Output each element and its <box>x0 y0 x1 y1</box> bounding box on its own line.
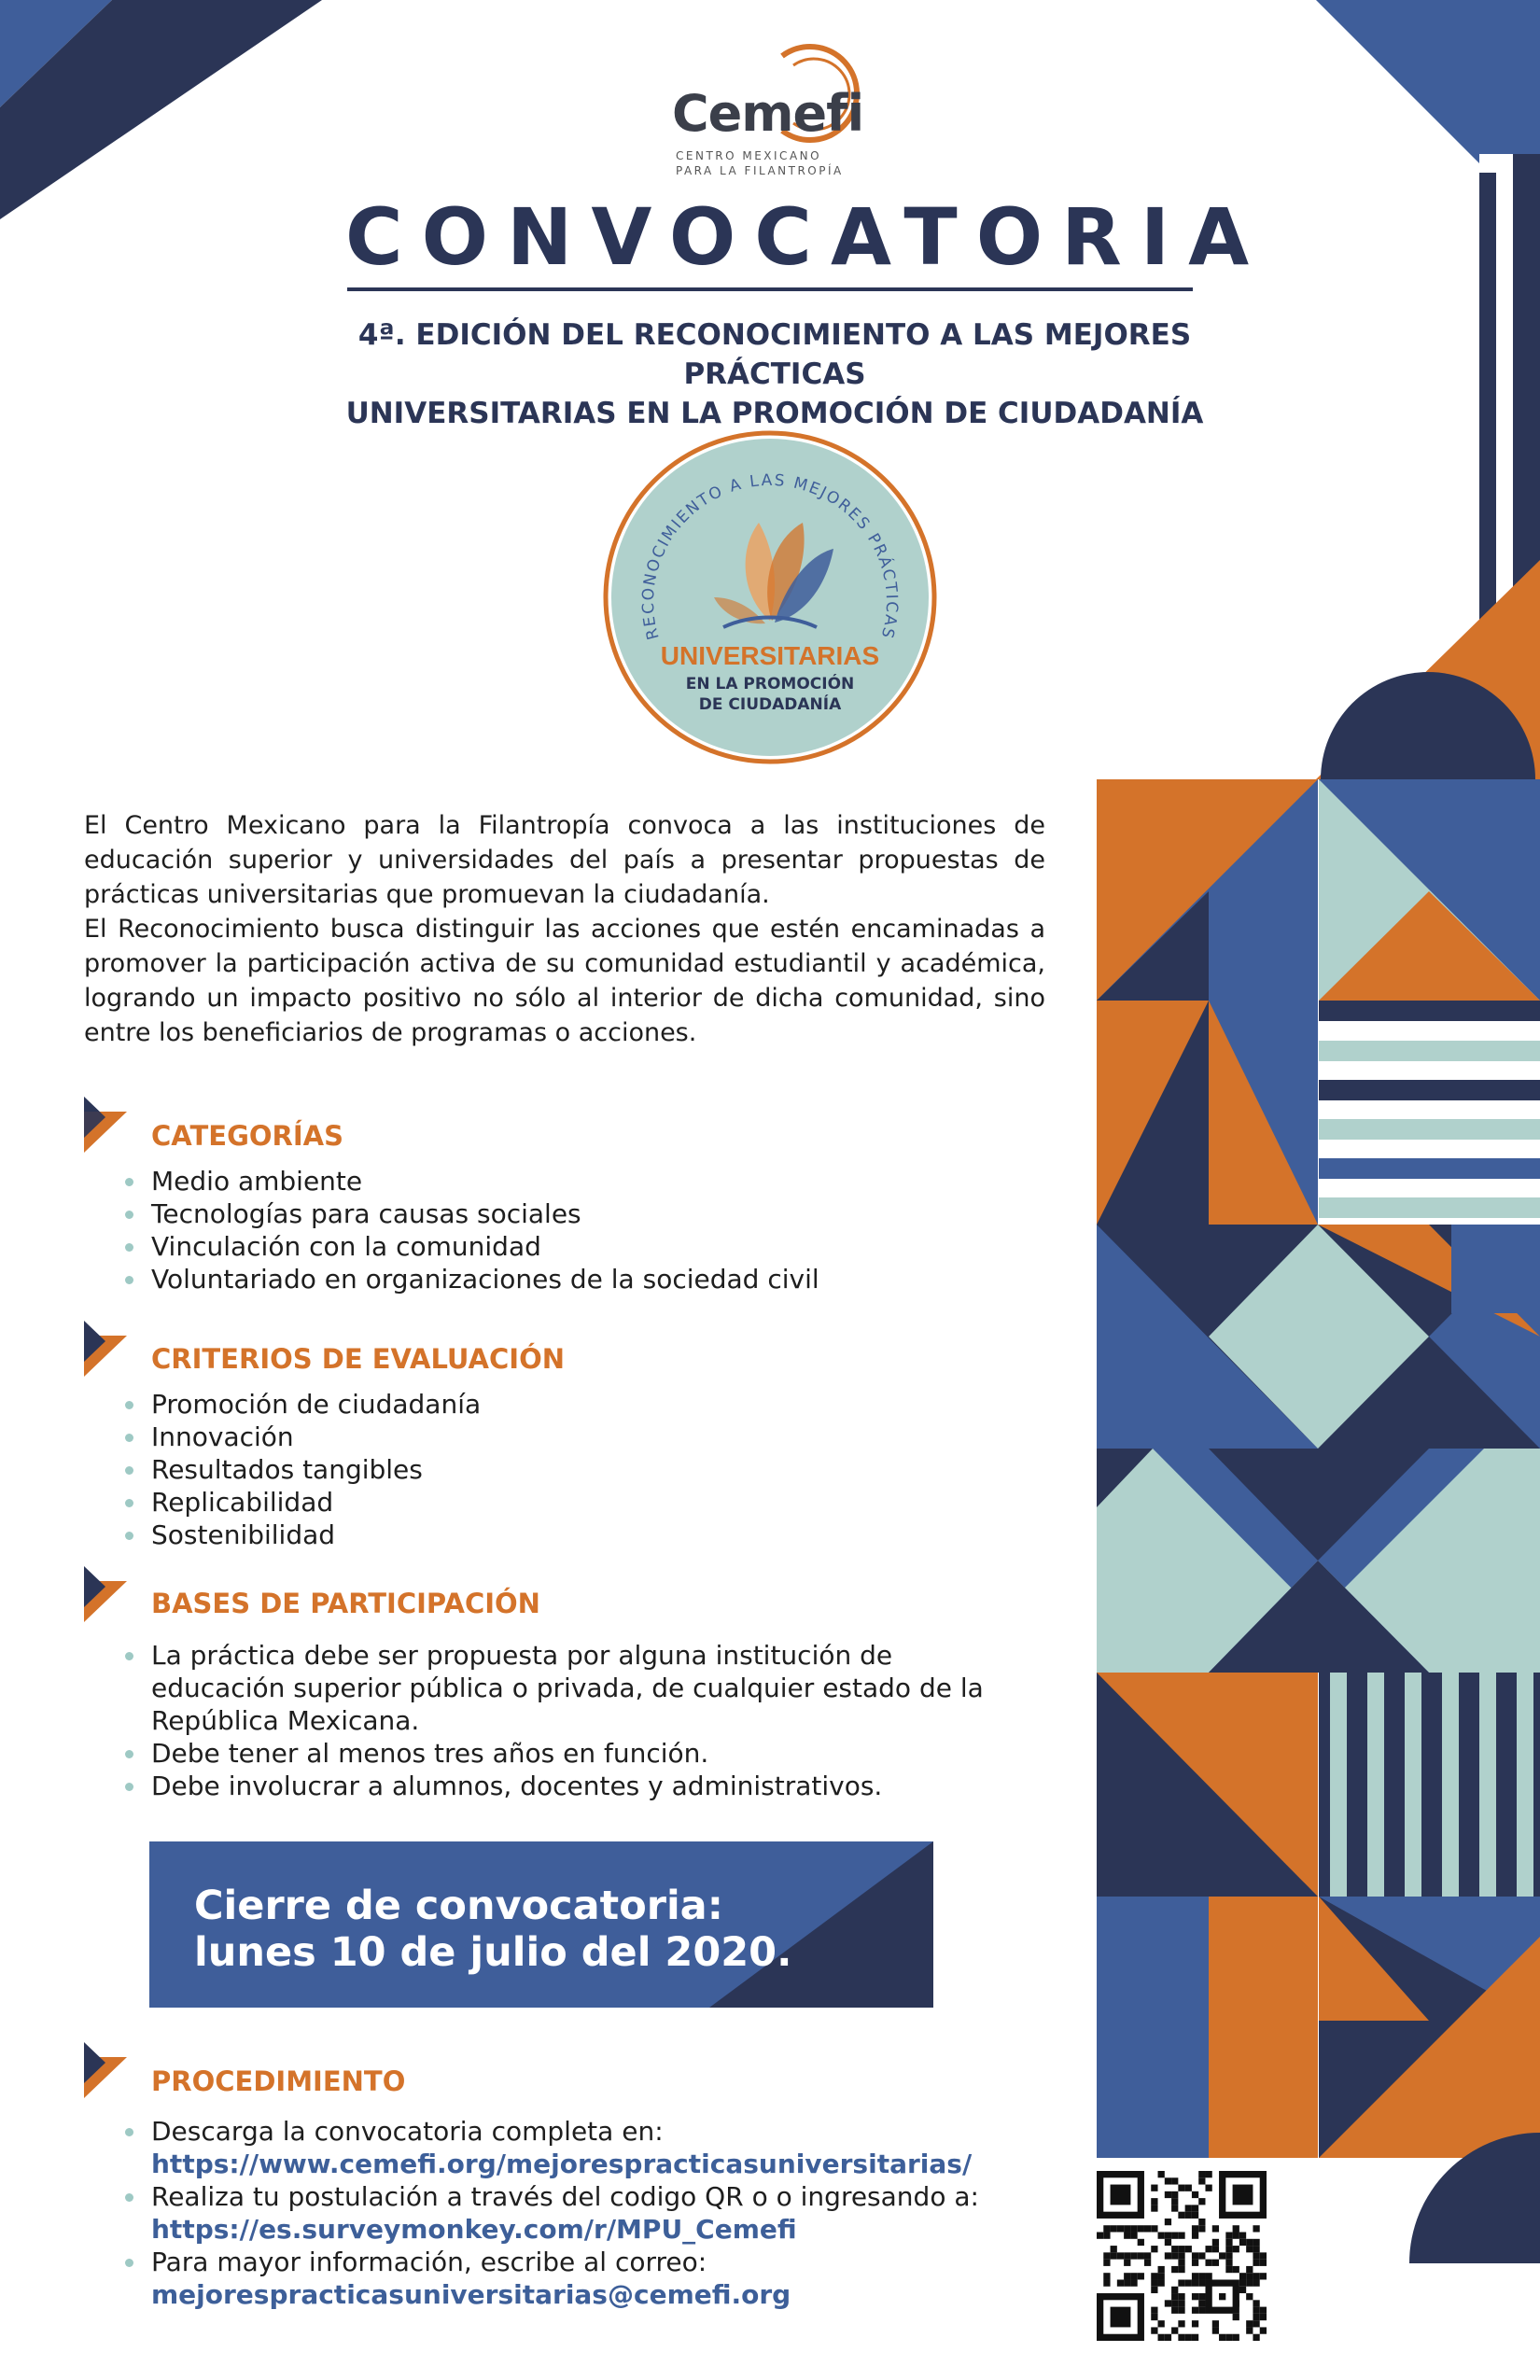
deadline-banner <box>149 1841 933 2008</box>
list-item: La práctica debe ser propuesta por alguna institución de educación superior pública o privada, de cualquier estado de la República Mexicana. <box>151 1639 1010 1737</box>
section-marker-icon <box>84 1321 127 1377</box>
list-item: Medio ambiente <box>151 1165 819 1197</box>
list-item: Replicabilidad <box>151 1486 481 1519</box>
convocatoria-link[interactable]: https://www.cemefi.org/mejorespracticasuniversitarias/ <box>151 2149 973 2179</box>
section-marker-icon <box>84 2042 127 2098</box>
seal-line-2: EN LA PROMOCIÓN <box>685 675 855 693</box>
page-subtitle <box>280 315 1269 433</box>
bullet-icon <box>125 1211 133 1219</box>
bullet-icon <box>125 1652 133 1660</box>
bullet-icon <box>125 2193 133 2202</box>
list-item: Voluntariado en organizaciones de la sociedad civil <box>151 1263 819 1295</box>
procedure-list <box>151 2115 1047 2311</box>
list-item: Innovación <box>151 1421 481 1453</box>
bullet-icon <box>125 1750 133 1758</box>
list-item: Resultados tangibles <box>151 1453 481 1486</box>
bullet-icon <box>125 1276 133 1284</box>
subtitle-line-1: 4ª. EDICIÓN DEL RECONOCIMIENTO A LAS MEJORES PRÁCTICAS <box>357 318 1192 391</box>
intro-text <box>84 808 1045 1050</box>
mosaic-top-decoration <box>1316 560 1540 779</box>
recognition-seal <box>602 429 938 765</box>
subtitle-line-2: UNIVERSITARIAS EN LA PROMOCIÓN DE CIUDADANÍA <box>345 397 1204 430</box>
categories-heading: CATEGORÍAS <box>151 1120 343 1152</box>
section-marker-icon <box>84 1566 127 1622</box>
deadline-line-2: lunes 10 de julio del 2020. <box>194 1929 792 1976</box>
bullet-icon <box>125 1783 133 1791</box>
bullet-icon <box>125 2128 133 2136</box>
seal-arc-text: RECONOCIMIENTO A LAS MEJORES PRÁCTICAS <box>638 470 902 642</box>
seal-line-3: DE CIUDADANÍA <box>698 695 842 714</box>
bullet-icon <box>125 1401 133 1409</box>
list-item: Debe involucrar a alumnos, docentes y administrativos. <box>151 1770 1010 1802</box>
bullet-icon <box>125 1178 133 1186</box>
geometric-mosaic <box>1097 779 1540 2319</box>
procedure-heading: PROCEDIMIENTO <box>151 2065 406 2097</box>
list-item: Sostenibilidad <box>151 1519 481 1551</box>
bullet-icon <box>125 1466 133 1475</box>
list-item: Vinculación con la comunidad <box>151 1230 819 1263</box>
email-link[interactable]: mejorespracticasuniversitarias@cemefi.org <box>151 2279 791 2310</box>
bases-list <box>151 1639 1010 1802</box>
page-title: CONVOCATORIA <box>345 191 1268 283</box>
list-item: Descarga la convocatoria completa en: https://www.cemefi.org/mejorespracticasuniversitarias/ <box>151 2115 1047 2180</box>
bullet-icon <box>125 1243 133 1252</box>
logo-tagline-2: PARA LA FILANTROPÍA <box>676 164 844 177</box>
seal-line-1: UNIVERSITARIAS <box>660 641 880 670</box>
section-marker-icon <box>84 1097 127 1153</box>
list-item: Realiza tu postulación a través del codigo QR o o ingresando a: https://es.surveymonkey.com/r/MPU_Cemefi <box>151 2180 1047 2246</box>
list-item: Debe tener al menos tres años en función. <box>151 1737 1010 1770</box>
deadline-line-1: Cierre de convocatoria: <box>194 1883 723 1929</box>
qr-code-icon[interactable] <box>1097 2171 1267 2341</box>
bullet-icon <box>125 1499 133 1507</box>
logo-tagline-1: CENTRO MEXICANO <box>676 149 822 162</box>
deadline-text <box>194 1883 791 1976</box>
list-item: Tecnologías para causas sociales <box>151 1197 819 1230</box>
criteria-heading: CRITERIOS DE EVALUACIÓN <box>151 1343 566 1375</box>
top-left-corner-decoration <box>0 0 327 224</box>
bases-heading: BASES DE PARTICIPACIÓN <box>151 1588 540 1619</box>
intro-paragraph-1: El Centro Mexicano para la Filantropía convoca a las instituciones de educación superior y universidades del país a presentar propuestas de prácticas universitarias que promuevan la ciudadanía. <box>84 811 1045 909</box>
logo-wordmark: Cemefi <box>672 84 864 143</box>
list-item: Para mayor información, escribe al correo: mejorespracticasuniversitarias@cemefi.org <box>151 2246 1047 2311</box>
bullet-icon <box>125 1434 133 1442</box>
bullet-icon <box>125 2259 133 2267</box>
categories-list <box>151 1165 819 1295</box>
cemefi-logo <box>653 37 887 177</box>
survey-link[interactable]: https://es.surveymonkey.com/r/MPU_Cemefi <box>151 2214 797 2245</box>
bullet-icon <box>125 1532 133 1540</box>
list-item: Promoción de ciudadanía <box>151 1388 481 1421</box>
criteria-list <box>151 1388 481 1551</box>
title-divider <box>347 287 1193 291</box>
intro-paragraph-2: El Reconocimiento busca distinguir las acciones que estén encaminadas a promover la participación activa de su comunidad estudiantil y académica, logrando un impacto positivo no sólo al interior de dicha comunidad, sino entre los beneficiarios de programas o acciones. <box>84 915 1045 1047</box>
